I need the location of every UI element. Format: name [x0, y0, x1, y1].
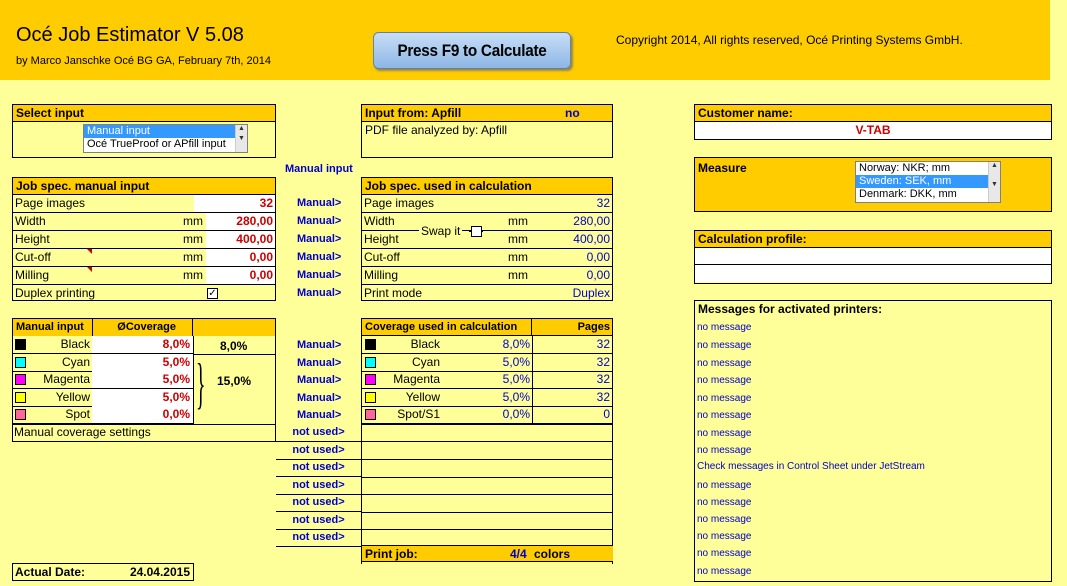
- row-label: Print mode: [364, 286, 423, 300]
- ink-name: Spot/S1: [397, 407, 440, 421]
- coverage-manual-row-black: [12, 336, 194, 354]
- manual-link-milling[interactable]: Manual>: [297, 269, 342, 281]
- row-label: Milling: [364, 268, 399, 282]
- row-value: 32: [596, 196, 610, 210]
- manual-link-page-images[interactable]: Manual>: [297, 197, 342, 209]
- coverage-calc-pages-col: Pages: [577, 321, 610, 333]
- manual-link-width[interactable]: Manual>: [297, 215, 342, 227]
- manual-row-cutoff: [13, 249, 275, 267]
- customer-panel: [694, 104, 1052, 140]
- not-used-link-1[interactable]: not used>: [276, 442, 361, 460]
- row-unit: mm: [508, 250, 528, 264]
- measure-option-norway[interactable]: Norway: NKR; mm: [859, 162, 951, 174]
- comment-marker: [87, 267, 92, 272]
- row-value: 0,00: [586, 268, 610, 282]
- row-unit: mm: [183, 268, 203, 282]
- message-item-3: no message: [697, 375, 752, 386]
- measure-title: Measure: [698, 161, 747, 175]
- calc-profile-field-2[interactable]: [695, 265, 1051, 282]
- author-byline: by Marco Janschke Océ BG GA, February 7th, 2014: [16, 55, 271, 67]
- brace-icon: }: [196, 353, 206, 415]
- divider: [362, 459, 613, 460]
- message-item-13: no message: [697, 548, 752, 559]
- manual-row-page-images: [13, 195, 275, 213]
- coverage-calc-row-3: [362, 389, 613, 407]
- ink-name: Black: [60, 337, 90, 351]
- message-item-8: Check messages in Control Sheet under JetStream: [697, 461, 925, 472]
- calc-row-cutoff: [362, 249, 612, 267]
- coverage-input[interactable]: 5,0%: [92, 354, 193, 371]
- ink-name: Magenta: [43, 372, 90, 386]
- listbox-scrollbar[interactable]: ▲ ▼: [235, 125, 247, 152]
- row-label: Height: [15, 232, 50, 246]
- coverage-calc-header: [362, 319, 612, 336]
- duplex-checkbox[interactable]: ✓: [208, 288, 217, 299]
- measure-option-sweden[interactable]: Sweden: SEK, mm: [856, 175, 1000, 188]
- divider: [362, 494, 613, 495]
- ink-swatch-icon: [365, 357, 376, 368]
- row-value: 400,00: [573, 232, 610, 246]
- message-item-6: no message: [697, 428, 752, 439]
- not-used-link-0[interactable]: not used>: [276, 424, 361, 442]
- ink-swatch-icon: [365, 409, 376, 420]
- width-input[interactable]: 280,00: [206, 213, 275, 230]
- swap-checkbox[interactable]: [471, 226, 482, 237]
- black-total: 8,0%: [220, 339, 248, 353]
- coverage-manual-row-magenta: [12, 371, 194, 389]
- ink-name: Cyan: [61, 355, 90, 369]
- row-label: Page images: [15, 196, 86, 210]
- row-unit: mm: [183, 232, 203, 246]
- actual-date-row: [12, 563, 194, 581]
- message-item-11: no message: [697, 514, 752, 525]
- input-source-listbox[interactable]: [83, 124, 248, 153]
- comment-marker: [87, 249, 92, 254]
- print-job-unit: colors: [534, 547, 571, 561]
- coverage-calc-col: Coverage used in calculation: [362, 319, 532, 336]
- message-item-9: no message: [697, 480, 752, 491]
- input-option-trueproof[interactable]: Océ TrueProof or APfill input: [87, 138, 226, 150]
- divider: [12, 424, 276, 425]
- color-total: 15,0%: [217, 374, 252, 388]
- message-item-4: no message: [697, 393, 752, 404]
- coverage-manual-row-yellow: [12, 389, 194, 407]
- pages-value: 0: [532, 406, 612, 423]
- manual-link-height[interactable]: Manual>: [297, 233, 342, 245]
- input-from-header: [362, 105, 612, 122]
- manual-row-milling: [13, 267, 275, 285]
- row-unit: mm: [183, 214, 203, 228]
- pages-value: 32: [532, 389, 612, 406]
- manual-input-label: Manual input: [285, 163, 353, 175]
- copyright-text: Copyright 2014, All rights reserved, Océ Printing Systems GmbH.: [616, 33, 963, 47]
- divider: [362, 529, 613, 530]
- manual-link-yellow[interactable]: Manual>: [297, 392, 342, 404]
- coverage-manual-row-spot: [12, 406, 194, 424]
- manual-row-height: [13, 231, 275, 249]
- coverage-value: 5,0%: [502, 372, 530, 386]
- calc-row-width: [362, 213, 612, 231]
- print-job-row: [362, 545, 613, 562]
- page-images-input[interactable]: 32: [194, 195, 275, 212]
- row-label: Cut-off: [364, 250, 400, 264]
- divider: [193, 354, 276, 355]
- coverage-header-fill: [193, 319, 275, 336]
- row-value: Duplex: [572, 286, 610, 300]
- row-unit: mm: [183, 250, 203, 264]
- actual-date-label: Actual Date:: [15, 565, 86, 579]
- input-from-panel: [361, 104, 613, 158]
- ink-swatch-icon: [365, 339, 376, 350]
- ink-name: Yellow: [55, 390, 90, 404]
- coverage-calc-row-4: [362, 406, 613, 424]
- message-item-1: no message: [697, 340, 752, 351]
- manual-link-magenta[interactable]: Manual>: [297, 374, 342, 386]
- coverage-input[interactable]: 5,0%: [92, 389, 193, 406]
- ink-name: Magenta: [393, 372, 440, 386]
- measure-listbox[interactable]: [855, 161, 1001, 203]
- calc-row-print-mode: [362, 285, 612, 303]
- measure-scrollbar[interactable]: ▲ ▼: [988, 162, 1000, 202]
- ink-name: Yellow: [405, 390, 440, 404]
- ink-swatch-icon: [365, 392, 376, 403]
- calc-profile-title: Calculation profile:: [695, 231, 1051, 248]
- calc-row-page-images: [362, 195, 612, 213]
- not-used-link-3[interactable]: not used>: [276, 477, 361, 495]
- row-label: Width: [364, 214, 395, 228]
- row-label: Page images: [364, 196, 435, 210]
- coverage-col-manual: Manual input: [13, 319, 93, 336]
- message-item-2: no message: [697, 358, 752, 369]
- calc-profile-panel: [694, 230, 1052, 284]
- not-used-link-6[interactable]: not used>: [276, 529, 361, 547]
- pages-value: 32: [532, 371, 612, 388]
- measure-option-denmark[interactable]: Denmark: DKK, mm: [859, 188, 957, 200]
- height-input[interactable]: 400,00: [206, 231, 275, 248]
- job-spec-manual-title: Job spec. manual input: [13, 178, 275, 195]
- manual-row-width: [13, 213, 275, 231]
- app-title: Océ Job Estimator V 5.08: [16, 24, 244, 46]
- row-value: 0,00: [586, 250, 610, 264]
- coverage-calc-row-0: [362, 336, 613, 354]
- actual-date-value: 24.04.2015: [129, 565, 190, 579]
- milling-input[interactable]: 0,00: [206, 267, 275, 284]
- job-spec-calc-title: Job spec. used in calculation: [362, 178, 612, 195]
- black-swatch-icon: [15, 339, 26, 350]
- coverage-value: 5,0%: [502, 355, 530, 369]
- yellow-swatch-icon: [15, 392, 26, 403]
- print-job-label: Print job:: [365, 547, 418, 561]
- row-label: Cut-off: [15, 250, 51, 264]
- print-job-value: 4/4: [510, 547, 527, 561]
- row-unit: mm: [508, 268, 528, 282]
- ink-name: Spot: [65, 407, 90, 421]
- coverage-input[interactable]: 8,0%: [92, 336, 193, 353]
- not-used-link-4[interactable]: not used>: [276, 494, 361, 512]
- pages-value: 32: [532, 354, 612, 371]
- divider: [362, 424, 613, 425]
- manual-link-cyan[interactable]: Manual>: [297, 357, 342, 369]
- calc-row-milling: [362, 267, 612, 285]
- row-label: Width: [15, 214, 46, 228]
- manual-link-cutoff[interactable]: Manual>: [297, 251, 342, 263]
- row-unit: mm: [508, 214, 528, 228]
- message-item-10: no message: [697, 497, 752, 508]
- select-input-title: Select input: [13, 105, 275, 122]
- swap-text: Swap it: [421, 224, 461, 238]
- pages-value: 32: [532, 336, 612, 353]
- customer-name-value[interactable]: V-TAB: [695, 122, 1051, 139]
- divider: [362, 477, 613, 478]
- message-item-12: no message: [697, 531, 752, 542]
- coverage-value: 8,0%: [502, 337, 530, 351]
- coverage-value: 5,0%: [502, 390, 530, 404]
- not-used-link-2[interactable]: not used>: [276, 459, 361, 477]
- row-label: Height: [364, 232, 399, 246]
- not-used-link-5[interactable]: not used>: [276, 512, 361, 530]
- manual-link-black[interactable]: Manual>: [297, 339, 342, 351]
- row-value: 280,00: [573, 214, 610, 228]
- coverage-manual-row-cyan: [12, 354, 194, 372]
- message-item-7: no message: [697, 445, 752, 456]
- job-spec-manual-panel: [12, 177, 276, 301]
- coverage-col-avg: ØCoverage: [93, 319, 193, 336]
- calculate-button[interactable]: Press F9 to Calculate: [373, 32, 571, 69]
- customer-title: Customer name:: [695, 105, 1051, 122]
- divider: [362, 441, 613, 442]
- row-unit: mm: [508, 232, 528, 246]
- coverage-input[interactable]: 0,0%: [92, 406, 193, 423]
- coverage-calc-row-1: [362, 354, 613, 372]
- divider: [362, 512, 613, 513]
- cyan-swatch-icon: [15, 357, 26, 368]
- calc-row-height: [362, 231, 612, 249]
- manual-coverage-settings: Manual coverage settings: [14, 425, 151, 439]
- divider: [193, 336, 194, 424]
- swap-label: [419, 224, 462, 239]
- message-item-0: no message: [697, 322, 752, 333]
- coverage-calc-row-2: [362, 371, 613, 389]
- job-spec-calc-panel: [361, 177, 613, 301]
- spot-swatch-icon: [15, 409, 26, 420]
- ink-swatch-icon: [365, 374, 376, 385]
- input-from-title: Input from: Apfill: [365, 106, 462, 120]
- ink-name: Black: [410, 337, 440, 351]
- magenta-swatch-icon: [15, 374, 26, 385]
- coverage-input[interactable]: 5,0%: [92, 371, 193, 388]
- calc-profile-field-1[interactable]: [695, 248, 1051, 265]
- cutoff-input[interactable]: 0,00: [206, 249, 275, 266]
- message-item-14: no message: [697, 566, 752, 577]
- message-item-5: no message: [697, 410, 752, 421]
- coverage-manual-header: [13, 319, 275, 336]
- ink-name: Cyan: [411, 355, 440, 369]
- row-label: Duplex printing: [15, 286, 96, 300]
- coverage-value: 0,0%: [502, 407, 530, 421]
- input-option-manual[interactable]: Manual input: [84, 125, 247, 138]
- manual-link-spot[interactable]: Manual>: [297, 409, 342, 421]
- manual-link-duplex[interactable]: Manual>: [297, 287, 342, 299]
- manual-row-duplex: [13, 285, 275, 303]
- pdf-analyzed-text: PDF file analyzed by: Apfill: [365, 123, 508, 137]
- messages-title: Messages for activated printers:: [698, 302, 883, 316]
- row-label: Milling: [15, 268, 50, 282]
- input-from-flag: no: [565, 106, 580, 120]
